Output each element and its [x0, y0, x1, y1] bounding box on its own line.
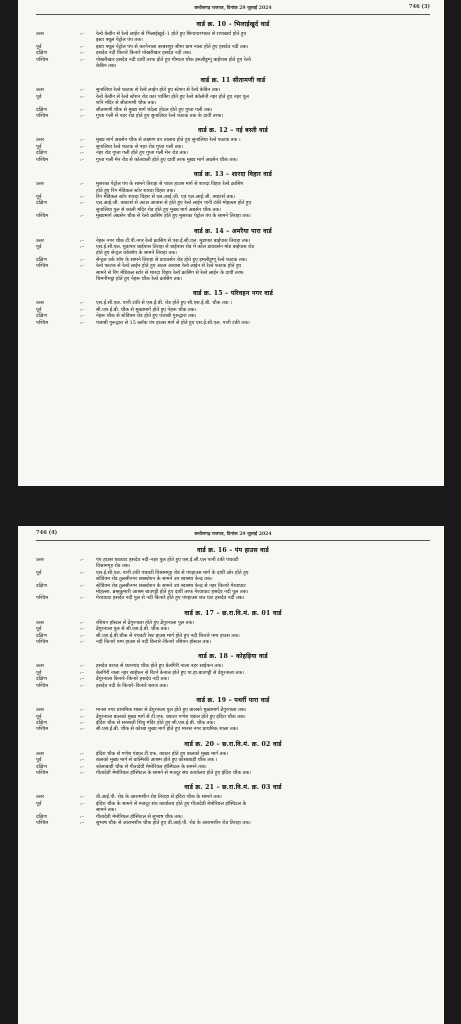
boundary-description: रेल्वे केबीन से रेल्वे स्टेशन रोड कार पार्किंग होते हुए रेल्वे कॉलोनी नहर होते हुए नहर पुल [96, 93, 249, 100]
boundary-description: एल.आई.जी. क्वाटर्स से अटल आवास से होते हुए रेल्वे लाईन पानी टंकी मोहल्ला होते हुए [96, 200, 252, 207]
boundary-description: सामने से रिंग मेडिकल स्टोर से शारदा विहार रेल्वे क्रासिंग से रेल्वे लाईन के दायीं तरफ [96, 269, 244, 276]
boundary-separator: :– [80, 676, 85, 683]
ward-section [36, 606, 430, 646]
boundary-description: मुख्य मार्ग अग्रसेन चौक से लक्ष्मण वन तालाब होते हुए सुनालिया रेल्वे फाटक तक । [96, 137, 241, 144]
boundary-description: सीतामणी चौक से मुख्य मार्ग चंदेला होटल होते हुए गुप्ता गली तक। [96, 106, 213, 113]
boundary-direction: पश्चिम [36, 682, 49, 689]
boundary-direction: पूर्व [36, 243, 42, 250]
boundary-row [36, 683, 430, 689]
boundary-description: सुनालिया रेल्वे फाटक से रेल्वे लाईन होते हुए स्टेशन से रेल्वे केबिन तक। [96, 87, 221, 94]
boundary-row [36, 726, 430, 732]
boundary-separator: :– [80, 87, 85, 94]
ward-section [36, 286, 430, 326]
boundary-separator: :– [80, 156, 85, 163]
boundary-description: शनि मंदिर से सीतामणी चौक तक। [96, 100, 157, 107]
boundary-separator: :– [80, 713, 85, 720]
ward-section [36, 73, 430, 119]
boundary-direction: उत्तर [36, 750, 45, 757]
header-text: छत्तीसगढ़ राजपत्र, दिनांक 29 जुलाई 2024 [194, 532, 272, 537]
boundary-description: स्टेडियम रोड तुलसीनगर सबस्टेशन के सामने उप स्वास्थ्य केन्द्र तक। [96, 576, 213, 583]
boundary-direction: पूर्व [36, 669, 42, 676]
boundary-direction: पूर्व [36, 800, 42, 807]
boundary-description: एस.ई.सी.एल. मुडापार बाईपास तिराहा से बाईपास रोड में कोल डायवर्सन मोड बाईपास रोड [96, 243, 254, 250]
ward-title: वार्ड क्र. 15 – परिवहन नगर वार्ड [192, 290, 274, 298]
ward-section [36, 17, 430, 69]
boundary-description: बेलगिरी नाला नहर साईफन से रिंटर्न केनाल होते हुए पा.हा.बाउण्ड्री से ढेंगुरनाला तक। [96, 669, 244, 676]
boundary-separator: :– [80, 143, 85, 150]
boundary-separator: :– [80, 557, 85, 563]
boundary-row [36, 770, 430, 776]
boundary-description: वी.आई.पी. रोड के आरामशीन रोड तिराहा से इंदिरा चौक के सामने तक। [96, 794, 222, 801]
boundary-separator: :– [80, 639, 85, 646]
boundary-description: सी.एस.ई.बी. चौक से कोरबा मुख्य मार्ग होते हुए मानस नगर प्राथमिक शाला तक। [96, 726, 239, 733]
boundary-separator: :– [80, 707, 85, 714]
boundary-description: इंदिरा चौक के सामने से मजदूर संघ कार्यालय होते हुए गीतादेवी मेमोरियल हॉस्पिटल के [96, 800, 247, 807]
boundary-description: सी.एस.ई.बी.चौक से पंचवटी रेस्ट हाउस मार्ग होते हुए नदी किनारे पम्प हाउस तक। [96, 632, 240, 639]
boundary-direction: उत्तर [36, 663, 45, 670]
boundary-row [36, 157, 430, 163]
boundary-description: गुप्ता गली मेन रोड से कोतवाली होते हुए दायीं तरफ मुख्य मार्ग अग्रसेन चौक तक। [96, 156, 238, 163]
boundary-description: सुभाष चौक से आरामशीन चौक होते हुए वी.आई.पी. रोड के आरामशीन रोड तिराहा तक। [96, 819, 251, 826]
boundary-separator: :– [80, 50, 85, 57]
boundary-row [36, 113, 430, 119]
boundary-description: एस.ई.सी.एल. पानी टंकी पंचवटी विश्रामगृह रोड से पंपहाउस मार्ग के दायीं ओर होते हुए [96, 569, 249, 576]
boundary-direction: उत्तर [36, 557, 45, 563]
ward-section [36, 167, 430, 219]
boundary-direction: पश्चिम [36, 156, 49, 163]
boundary-description: गीतादेवी मेमोरियल हॉस्पिटल के सामने से मजदूर संघ कार्यालय होते हुए इंदिरा चौक तक। [96, 769, 251, 776]
ward-title: वार्ड क्र. 16 – पंप हाउस वार्ड [197, 547, 269, 554]
boundary-description: सुनालिया रेल्वे फाटक से नहर रोड गुप्ता गली तक। [96, 143, 184, 150]
boundary-description: होते हुए सेन्ट्रल वर्कशॉप के सामने तिराहा तक। [96, 250, 177, 257]
boundary-row [36, 213, 430, 219]
boundary-separator: :– [80, 306, 85, 313]
boundary-description: बालको मुख्य मार्ग से वाल्मिकी आश्रम होते हुए कोसाबाड़ी चौक तक । [96, 757, 218, 764]
boundary-description: नहर रोड गुप्ता गली होते हुए गुप्ता गली मेन रोड तक। [96, 150, 188, 157]
boundary-direction: उत्तर [36, 707, 45, 714]
boundary-row [36, 63, 430, 69]
boundary-direction: उत्तर [36, 137, 45, 144]
boundary-description: ढेंगुरनाला किनारे–किनारे हसदेव नदी तक। [96, 676, 169, 683]
boundary-direction: पश्चिम [36, 769, 49, 776]
boundary-separator: :– [80, 750, 85, 757]
boundary-separator: :– [80, 213, 85, 220]
boundary-direction: पूर्व [36, 569, 42, 576]
boundary-direction: पश्चिम [36, 639, 49, 646]
boundary-direction: पूर्व [36, 713, 42, 720]
boundary-direction: दक्षिण [36, 582, 47, 589]
boundary-separator: :– [80, 256, 85, 263]
boundary-direction: पूर्व [36, 193, 42, 200]
boundary-separator: :– [80, 56, 85, 63]
ward-section [36, 543, 430, 602]
gazette-page-2 [18, 526, 444, 1024]
boundary-description: हसदेव नदी के किनारे–किनारे बराज तक। [96, 682, 168, 689]
boundary-description: पंजाबी गुरूद्वारा से 15 ब्लॉक पंप हाउस मार्ग से होते हुए एस.ई.सी.एल. पानी टंकी तक। [96, 319, 250, 326]
header-rule [36, 540, 430, 541]
boundary-direction: उत्तर [36, 300, 45, 307]
ward-section [36, 737, 430, 777]
page-header [36, 530, 430, 540]
ward-title: वार्ड क्र. 14 – अमरैया पारा वार्ड [194, 227, 272, 235]
boundary-direction: दक्षिण [36, 719, 47, 726]
boundary-direction: दक्षिण [36, 813, 47, 820]
boundary-description: रसियन हॉस्टल से ढेंगुरनाला होते हुए ढेंगुरनाला पुल तक। [96, 619, 194, 626]
boundary-direction: पूर्व [36, 43, 42, 50]
boundary-separator: :– [80, 595, 85, 602]
boundary-description: नेहरू चौक से स्टेडियम रोड होते हुए पंजाबी गुरूद्वारा तक। [96, 313, 197, 320]
boundary-description: इंदिरा चौक से सरस्वती शिशु मंदिर होते हुए सी.एस.ई.बी. चौक तक। [96, 719, 215, 726]
boundary-separator [80, 276, 96, 282]
gazette-page-1 [18, 0, 444, 486]
boundary-direction: पश्चिम [36, 595, 49, 602]
boundary-separator: :– [80, 300, 85, 307]
boundary-separator: :– [80, 626, 85, 633]
boundary-separator: :– [80, 243, 85, 250]
ward-list [36, 17, 430, 326]
header-rule [36, 14, 430, 15]
boundary-direction: दक्षिण [36, 763, 47, 770]
boundary-description: मानस नगर प्राथमिक शाला से ढेंगुरनाला पुल होते हुए बालको मुख्यमार्ग ढेंगुरनाला तक। [96, 707, 247, 714]
page-number: 746 (3) [408, 4, 430, 10]
boundary-separator: :– [80, 319, 85, 326]
boundary-separator: :– [80, 150, 85, 157]
page-number: 746 (4) [36, 530, 58, 536]
ward-title: वार्ड क्र. 20 – छ.रा.वि.मं. क्र. 02 वार्ड [184, 740, 282, 748]
boundary-row [36, 320, 430, 326]
boundary-separator: :– [80, 800, 85, 807]
boundary-description: गेरवाघाट हसदेव नदी पुल से नदी किनारे होते हुए पंपहाउस छठ घाट हसदेव नदी तक। [96, 595, 245, 602]
boundary-direction: पूर्व [36, 93, 42, 100]
boundary-description: ढेंगुरनाला बालको मुख्य मार्ग से टी.एफ. क्वाटर गणेश पंडाल होते हुए इंदिरा चौक तक। [96, 713, 246, 720]
boundary-direction: दक्षिण [36, 256, 47, 263]
ward-section [36, 649, 430, 689]
boundary-direction [36, 63, 80, 69]
boundary-row [36, 820, 430, 826]
boundary-separator: :– [80, 619, 85, 626]
ward-title: वार्ड क्र. 10 – भिलाईखुर्द वार्ड [196, 21, 270, 28]
boundary-separator: :– [80, 669, 85, 676]
ward-title: वार्ड क्र. 18 – कोहड़िया वार्ड [198, 653, 268, 661]
boundary-description: सामने तक। [96, 807, 117, 814]
ward-title: वार्ड क्र. 11 सीतामणी वार्ड [200, 77, 266, 85]
ward-title: वार्ड क्र. 13 – शारदा विहार वार्ड [193, 171, 273, 179]
boundary-separator: :– [80, 719, 85, 726]
boundary-direction: पश्चिम [36, 56, 49, 63]
boundary-separator: :– [80, 93, 85, 100]
boundary-direction: पूर्व [36, 306, 42, 313]
boundary-description: रेल्वे केबीन से रेल्वे लाईन से भिलाईखुर्द–1 होते हुए छिन्दपारभाठा से रापाखर्रा होते हुए [96, 31, 247, 37]
boundary-description: इंदिरा चौक से गणेश पंडाल टी.एफ. क्वाटर होते हुए बालको मुख्य मार्ग तक। [96, 750, 228, 757]
boundary-direction: उत्तर [36, 794, 45, 801]
boundary-direction: पश्चिम [36, 113, 49, 120]
ward-title: वार्ड क्र. 12 – नई बस्ती वार्ड [198, 127, 268, 135]
boundary-direction: पूर्व [36, 757, 42, 764]
boundary-separator: :– [80, 726, 85, 733]
boundary-separator: :– [80, 137, 85, 144]
boundary-separator: :– [80, 263, 85, 270]
boundary-description: स्टेडियम रोड तुलसीनगर सबस्टेशन के सामने उप स्वास्थ्य केन्द्र से नहर किनारे गेरवाघाट [96, 582, 246, 589]
boundary-description: पंप हाउस छठघाट हसदेव नदी–नहर पुल होते हुए एस.ई.सी.एल पानी टंकी पंचवटी [96, 557, 239, 563]
boundary-direction: दक्षिण [36, 50, 47, 57]
boundary-description: एस.ई.सी.एल. पानी टंकी से एस.ई.बी. रोड होते हुए सी.एस.ई.बी. चौक तक । [96, 300, 232, 307]
header-text: छत्तीसगढ़ राजपत्र, दिनांक 29 जुलाई 2024 [194, 6, 272, 11]
boundary-separator: :– [80, 813, 85, 820]
boundary-row [36, 276, 430, 282]
boundary-description: सुनालिया पुल से काली मंदिर रोड होते हुए मुख्य मार्ग अग्रसेन चौक तक। [96, 206, 221, 213]
ward-section [36, 780, 430, 826]
boundary-separator [80, 63, 96, 69]
boundary-description: हसदेव बराज से ध्यानचंद चौक होते हुए बेलगिरी नाला नहर साईफन तक। [96, 663, 223, 670]
boundary-separator: :– [80, 200, 85, 207]
boundary-separator: :– [80, 181, 85, 188]
ward-title: वार्ड क्र. 19 – पथर्री पारा वार्ड [196, 697, 270, 705]
boundary-direction: पश्चिम [36, 263, 49, 270]
boundary-description: सेन्ट्रल वर्क शॉप के सामने तिराहा से डायवर्सन रोड होते हुए इमलीडुग्गू रेल्वे फाटक तक। [96, 256, 248, 263]
boundary-separator: :– [80, 113, 85, 120]
boundary-direction: दक्षिण [36, 106, 47, 113]
boundary-separator: :– [80, 763, 85, 770]
ward-section [36, 224, 430, 283]
ward-section [36, 123, 430, 163]
boundary-separator: :– [80, 757, 85, 764]
boundary-description: पोखरीखार हसदेव नदी दायीं तरफ होते हुए गौमाता चौक इमलीडुग्गू बाईपास होते हुए रेल्वे [96, 56, 251, 63]
boundary-description: विश्रामगृह रोड तक। [96, 563, 131, 570]
boundary-direction: उत्तर [36, 237, 45, 244]
boundary-direction: दक्षिण [36, 150, 47, 157]
boundary-description: मुसरका पेट्रोल पंप के सामने तिराहा से पावर हाउस मार्ग से शारदा विहार रेल्वे क्रासिंग [96, 181, 244, 188]
boundary-description: ढेंगुरनाला पुल से सी.एस.ई.बी. चौक तक। [96, 626, 170, 633]
boundary-direction: पूर्व [36, 143, 42, 150]
boundary-separator: :– [80, 106, 85, 113]
boundary-description: रेल्वे फाटक से रेल्वे लाईन होते हुए अटल आवास रेल्वे लाईन से रेल्वे फाटक होते हुए [96, 263, 242, 270]
boundary-description: चिमनीभट्ठा होते हुए नेहरू चौक रेल्वे क्रासिंग तक। [96, 275, 183, 282]
page-header [36, 4, 430, 14]
boundary-direction: दक्षिण [36, 676, 47, 683]
boundary-description: कोसाबाड़ी चौक से गीतादेवी मेमोरियल हॉस्पिटल के सामने तक। [96, 763, 207, 770]
boundary-direction: पूर्व [36, 626, 42, 633]
boundary-separator: :– [80, 193, 85, 200]
boundary-separator: :– [80, 313, 85, 320]
boundary-description: होते हुए रिंग मेडिकल स्टोर शारदा विहार तक। [96, 187, 176, 194]
boundary-description: रिंग मेडिकल स्टोर शारदा विहार से एल.आई.जी. एवं एल.आई.जी. क्वाटर्स तक। [96, 193, 235, 200]
boundary-direction: दक्षिण [36, 200, 47, 207]
boundary-row [36, 639, 430, 645]
boundary-description: मुख्यमार्ग अग्रसेन चौक से रेल्वे क्रासिंग होते हुए मुसरका पेट्रोल पंप के सामने तिराहा तक। [96, 213, 251, 220]
ward-title: वार्ड क्र. 21 – छ.रा.वि.मं. क्र. 03 वार्ड [184, 784, 282, 792]
boundary-description: इस्टा फ्यूल पेट्रोल पंप तक। [96, 37, 143, 44]
boundary-description: गीतादेवी मेमोरियल हॉस्पिटल से सुभाष चौक तक। [96, 813, 183, 820]
boundary-separator: :– [80, 31, 85, 37]
boundary-description: गुप्ता गली से नहर रोड होते हुए सुनालिया रेल्वे फाटक तक के दायीं तरफ। [96, 113, 224, 120]
boundary-separator: :– [80, 682, 85, 689]
boundary-direction: उत्तर [36, 31, 45, 37]
boundary-row [36, 595, 430, 601]
boundary-separator: :– [80, 237, 85, 244]
boundary-description: नेहरू नगर चौक टी.पी.नगर रेल्वे क्रासिंग से एस.ई.सी.एल. मुडापार बाईपास तिराहा तक। [96, 237, 251, 244]
boundary-separator: :– [80, 794, 85, 801]
boundary-direction: पश्चिम [36, 319, 49, 326]
boundary-separator: :– [80, 663, 85, 670]
boundary-separator: :– [80, 632, 85, 639]
boundary-description: हसदेव नदी किनारे किनारे पोखरीखार हसदेव नदी तक। [96, 50, 192, 57]
boundary-separator: :– [80, 43, 85, 50]
boundary-direction: पश्चिम [36, 726, 49, 733]
boundary-separator: :– [80, 569, 85, 576]
boundary-direction: उत्तर [36, 87, 45, 94]
ward-list [36, 543, 430, 826]
boundary-separator: :– [80, 582, 85, 589]
boundary-direction: दक्षिण [36, 313, 47, 320]
boundary-description: सी.एस.ई.बी. चौक से मुख्यमार्ग होते हुए नेहरू चौक तक। [96, 306, 197, 313]
ward-section [36, 693, 430, 733]
boundary-separator: :– [80, 769, 85, 776]
boundary-direction: पश्चिम [36, 213, 49, 220]
ward-title: वार्ड क्र. 17 – छ.रा.वि.मं. क्र. 01 वार्ड [184, 609, 282, 617]
boundary-direction: उत्तर [36, 619, 45, 626]
boundary-description: केबिन तक। [96, 63, 117, 70]
boundary-direction: दक्षिण [36, 632, 47, 639]
boundary-description: नदी किनारे पम्प हाउस से नदी किनारे–किनारे रसियन हॉस्टल तक। [96, 639, 211, 646]
boundary-description: मोहल्ला, ब्रम्हकुमारी आश्रम बाउण्ड्री होते हुए दायीं तरफ गेरवाघाट हसदेव नदी पुल तक। [96, 589, 249, 596]
boundary-description: इस्टा फ्यूल पेट्रोल पंप से करनेनाला बरबसपुर सीमा ग्राम नाला होते हुए हसदेव नदी तक। [96, 43, 249, 50]
boundary-direction: उत्तर [36, 181, 45, 188]
boundary-separator: :– [80, 819, 85, 826]
boundary-direction: पश्चिम [36, 819, 49, 826]
boundary-direction [36, 276, 80, 282]
